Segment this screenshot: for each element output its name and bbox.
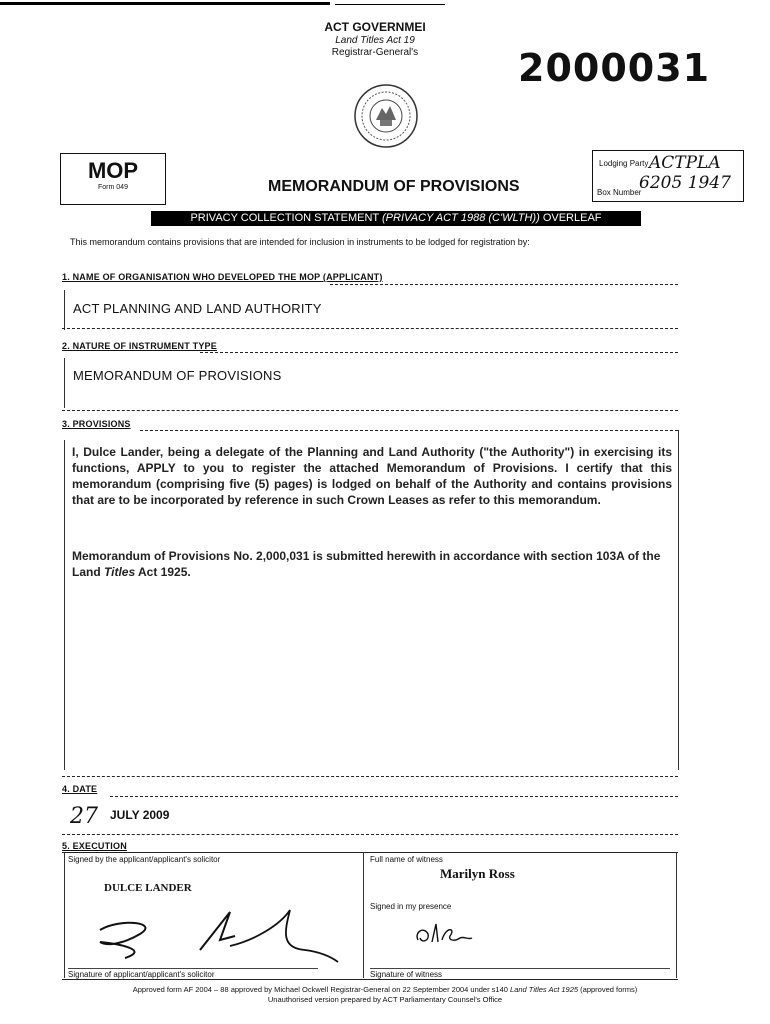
lodging-box — [592, 150, 744, 202]
applicant-signed-label: Signed by the applicant/applicant's solicitor — [68, 855, 221, 864]
applicant-signature-label: Signature of applicant/applicant's solicitor — [68, 968, 318, 979]
lodging-party-label: Lodging Party — [599, 159, 649, 168]
section-3-label: 3. PROVISIONS — [62, 419, 131, 429]
box-number-value: 6205 1947 — [639, 173, 731, 193]
footer-line-1 — [40, 985, 730, 995]
border — [676, 852, 677, 978]
applicant-printed-name: DULCE LANDER — [104, 882, 192, 894]
privacy-suffix: OVERLEAF — [539, 212, 602, 224]
top-edge-line — [0, 2, 330, 5]
document-number: 2000031 — [518, 46, 711, 90]
footer-line-2: Unauthorised version prepared by ACT Parliamentary Counsel's Office — [267, 995, 503, 1004]
section-5-label: 5. EXECUTION — [62, 841, 127, 851]
provisions-paragraph-1: I, Dulce Lander, being a delegate of the Planning and Land Authority ("the Authority") in exercising its functions, APPLY to you to register the attached Memorandum of Provisions. I certify that this memorandum (comprising five (5) pages) is lodged on behalf of the Authority and contains provisions that are to be incorporated by reference in such Crown Leases as refer to this memorandum. — [72, 445, 672, 507]
box-number-label: Box Number — [597, 188, 642, 197]
border — [64, 358, 65, 408]
section-2-label: 2. NATURE OF INSTRUMENT TYPE — [62, 341, 217, 351]
provisions-p2-b: Act 1925. — [135, 565, 191, 579]
divider — [330, 284, 678, 285]
top-edge-line-2 — [335, 4, 445, 5]
section-4-label: 4. DATE — [62, 784, 98, 794]
applicant-signature-icon — [80, 900, 340, 970]
footer — [40, 985, 730, 1005]
mop-box — [60, 153, 166, 205]
witness-signature-icon — [410, 918, 490, 952]
witness-signature-label: Signature of witness — [370, 968, 670, 979]
page-title: MEMORANDUM OF PROVISIONS — [268, 178, 520, 195]
header-registrar: Registrar-General's — [331, 47, 419, 58]
divider — [62, 834, 678, 835]
divider — [200, 352, 678, 353]
act-seal-icon — [352, 82, 420, 150]
provisions-p2-a: Memorandum of Provisions No. 2,000,031 is submitted herewith in accordance with section 103A of the Land — [72, 549, 661, 579]
witness-signed-label: Signed in my presence — [370, 902, 452, 911]
divider — [62, 328, 678, 329]
privacy-prefix: PRIVACY COLLECTION STATEMENT — [190, 212, 382, 224]
header-act: Land Titles Act 19 — [335, 35, 415, 46]
border — [64, 290, 65, 330]
border — [64, 440, 65, 770]
divider — [62, 776, 678, 777]
instrument-type: MEMORANDUM OF PROVISIONS — [73, 368, 282, 383]
witness-name-label: Full name of witness — [370, 855, 443, 864]
divider — [140, 430, 678, 431]
witness-name: Marilyn Ross — [440, 866, 515, 881]
date-month-year: JULY 2009 — [110, 808, 170, 822]
border — [678, 430, 679, 770]
footer-line-1-b: (approved forms) — [578, 985, 638, 994]
intro-text: This memorandum contains provisions that are intended for inclusion in instruments to be lodged for registration by: — [70, 237, 530, 247]
privacy-italic: (PRIVACY ACT 1988 (C'WLTH)) — [382, 212, 540, 224]
privacy-banner — [151, 211, 641, 226]
border — [64, 852, 65, 978]
header-government: ACT GOVERNMEI — [324, 20, 426, 34]
mop-code: MOP — [87, 158, 139, 183]
divider — [62, 410, 678, 411]
applicant-name: ACT PLANNING AND LAND AUTHORITY — [73, 301, 322, 316]
lodging-party-value: ACTPLA — [649, 153, 721, 173]
provisions-paragraph-2 — [72, 548, 672, 580]
footer-line-1-italic: Land Titles Act 1925 — [510, 985, 579, 994]
provisions-p2-italic: Titles — [104, 565, 136, 579]
header-block — [300, 20, 450, 58]
date-day: 27 — [70, 804, 98, 829]
section-1-label: 1. NAME OF ORGANISATION WHO DEVELOPED THE MOP (APPLICANT) — [62, 272, 383, 282]
footer-line-1-a: Approved form AF 2004 – 88 approved by Michael Ockwell Registrar-General on 22 September 2004 under s140 — [132, 985, 511, 994]
divider — [110, 796, 678, 797]
border — [363, 852, 364, 978]
mop-form: Form 049 — [98, 184, 128, 191]
